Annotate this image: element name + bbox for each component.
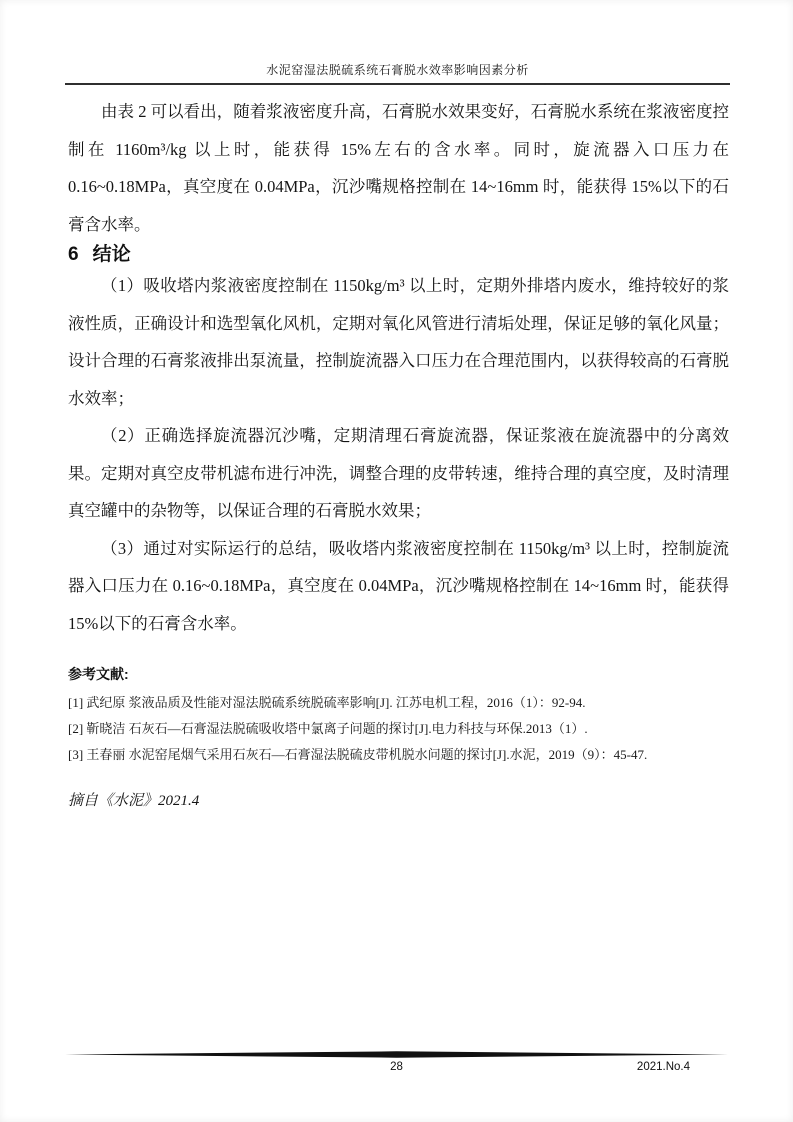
page-header [65, 62, 730, 85]
page-content [68, 93, 729, 812]
intro-paragraph: 由表 2 可以看出，随着浆液密度升高，石膏脱水效果变好，石膏脱水系统在浆液密度控制在 1160m³/kg 以上时，能获得 15%左右的含水率。同时，旋流器入口压力在 0.16~0.18MPa，真空度在 0.04MPa，沉沙嘴规格控制在 14~16mm 时，能获得 15%以下的石膏含水率。 [68, 102, 729, 234]
issue-label: 2021.No.4 [636, 1061, 690, 1073]
footer-row [65, 1060, 728, 1074]
conclusion-paragraph-1: （1）吸收塔内浆液密度控制在 1150kg/m³ 以上时，定期外排塔内废水，维持较好的浆液性质，正确设计和选型氧化风机，定期对氧化风管进行清垢处理，保证足够的氧化风量；设计合理的石膏浆液排出泵流量，控制旋流器入口压力在合理范围内，以获得较高的石膏脱水效率； [68, 276, 729, 408]
section-title: 结论 [92, 244, 131, 265]
reference-item-1: [1] 武纪原 浆液品质及性能对湿法脱硫系统脱硫率影响[J]. 江苏电机工程，2016（1）：92-94. [68, 695, 586, 710]
source-attribution: 摘自《水泥》2021.4 [68, 793, 200, 809]
running-header-title: 水泥窑湿法脱硫系统石膏脱水效率影响因素分析 [266, 63, 529, 77]
header-rule [65, 83, 730, 85]
reference-item-2: [2] 靳晓洁 石灰石—石膏湿法脱硫吸收塔中氯离子问题的探讨[J].电力科技与环保.2013（1）. [68, 721, 588, 736]
conclusion-paragraph-3: （3）通过对实际运行的总结，吸收塔内浆液密度控制在 1150kg/m³ 以上时，控制旋流器入口压力在 0.16~0.18MPa，真空度在 0.04MPa，沉沙嘴规格控制在 14~16mm 时，能获得 15%以下的石膏含水率。 [68, 538, 729, 633]
references-heading: 参考文献: [68, 666, 129, 682]
page-number: 28 [390, 1061, 403, 1073]
conclusion-paragraph-2: （2）正确选择旋流器沉沙嘴，定期清理石膏旋流器，保证浆液在旋流器中的分离效果。定期对真空皮带机滤布进行冲洗，调整合理的皮带转速，维持合理的真空度，及时清理真空罐中的杂物等，以保证合理的石膏脱水效果； [68, 426, 729, 520]
section-number: 6 [68, 244, 79, 265]
page-footer [65, 1051, 728, 1074]
reference-item-3: [3] 王春丽 水泥窑尾烟气采用石灰石—石膏湿法脱硫皮带机脱水问题的探讨[J].水泥，2019（9）：45-47. [68, 747, 648, 762]
footer-rule [65, 1051, 728, 1058]
section-heading-conclusion [68, 243, 729, 267]
